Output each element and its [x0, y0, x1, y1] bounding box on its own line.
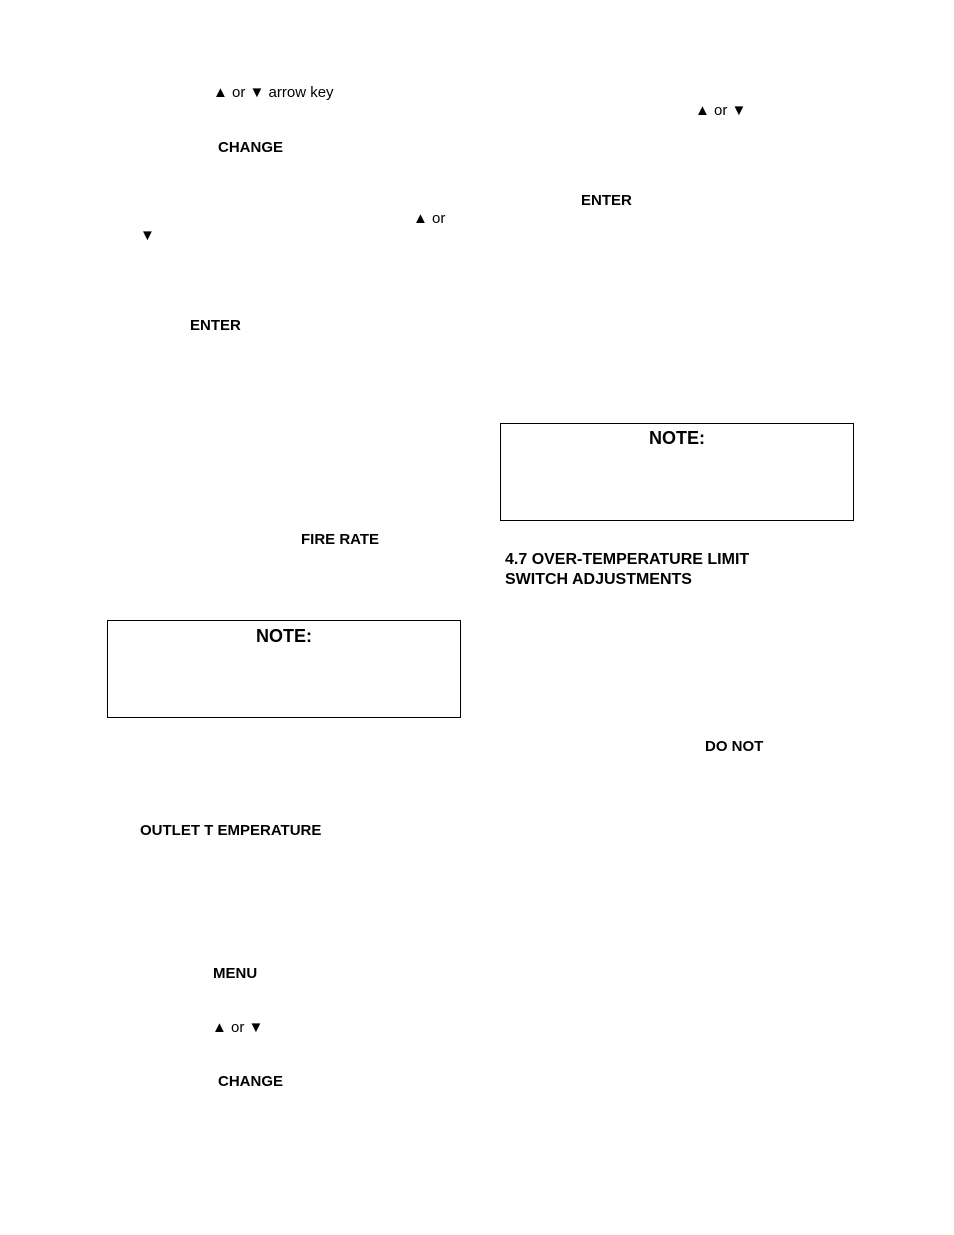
down-arrow-icon: ▼ [140, 227, 155, 244]
note-label-right: NOTE: [649, 428, 705, 448]
note-box-left [107, 620, 461, 718]
section-heading-line1: 4.7 OVER-TEMPERATURE LIMIT [505, 551, 750, 568]
menu-key-label: MENU [213, 965, 258, 982]
up-arrow-or-text: ▲ or [413, 210, 446, 227]
note-label-left: NOTE: [256, 626, 312, 646]
change-key-label-2: CHANGE [218, 1073, 284, 1090]
note-box-right [500, 423, 854, 521]
enter-key-label: ENTER [190, 317, 241, 334]
up-or-down-arrow-text: ▲ or ▼ [212, 1019, 264, 1036]
up-or-down-arrow-right: ▲ or ▼ [695, 102, 747, 119]
do-not-label: DO NOT [705, 738, 764, 755]
change-key-label: CHANGE [218, 139, 284, 156]
fire-rate-label: FIRE RATE [301, 531, 380, 548]
section-heading-line2: SWITCH ADJUSTMENTS [505, 571, 692, 588]
arrow-key-instruction: ▲ or ▼ arrow key [213, 84, 334, 101]
enter-key-label-right: ENTER [581, 192, 632, 209]
outlet-temperature-label: OUTLET T EMPERATURE [140, 822, 322, 839]
